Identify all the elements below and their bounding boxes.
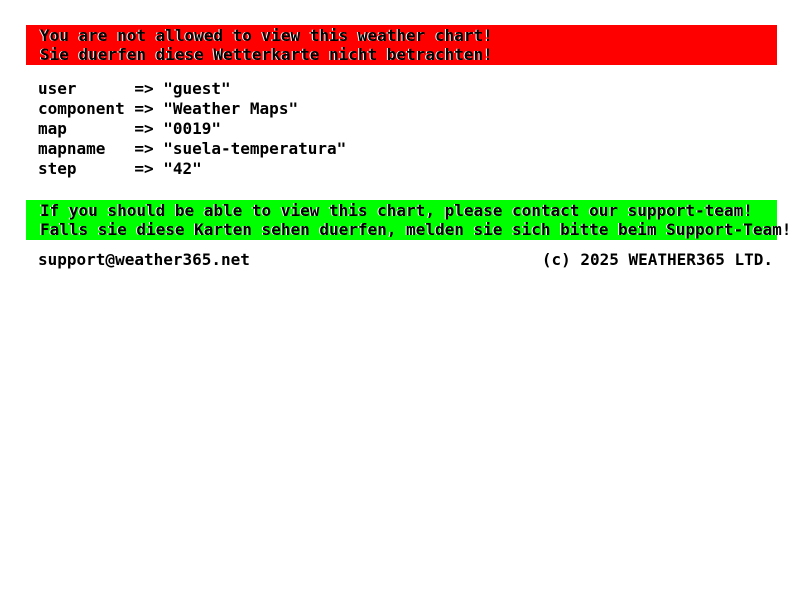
copyright-text: (c) 2025 WEATHER365 LTD.	[541, 250, 773, 269]
param-value: "Weather Maps"	[163, 99, 299, 118]
param-key: component	[38, 99, 125, 118]
param-key: user	[38, 79, 77, 98]
param-row-step	[38, 159, 800, 179]
param-value: "0019"	[163, 119, 222, 138]
support-line-de: Falls sie diese Karten sehen duerfen, melden sie sich bitte beim Support-Team!	[40, 220, 792, 239]
error-line-en: You are not allowed to view this weather chart!	[40, 26, 493, 45]
param-key: mapname	[38, 139, 106, 158]
footer	[0, 250, 800, 270]
request-params-list	[38, 79, 800, 179]
param-value: "suela-temperatura"	[163, 139, 347, 158]
param-arrow: =>	[134, 79, 154, 98]
param-arrow: =>	[134, 99, 154, 118]
param-value: "42"	[163, 159, 202, 178]
param-row-mapname	[38, 139, 800, 159]
param-key: step	[38, 159, 77, 178]
support-line-en: If you should be able to view this chart, please contact our support-team!	[40, 201, 753, 220]
support-email: support@weather365.net	[38, 250, 250, 269]
support-info-banner	[26, 200, 792, 240]
error-banner	[26, 25, 777, 65]
param-arrow: =>	[134, 119, 154, 138]
error-line-de: Sie duerfen diese Wetterkarte nicht betrachten!	[40, 45, 493, 64]
param-row-component	[38, 99, 800, 119]
param-row-user	[38, 79, 800, 99]
param-value: "guest"	[163, 79, 231, 98]
param-row-map	[38, 119, 800, 139]
param-arrow: =>	[134, 159, 154, 178]
param-arrow: =>	[134, 139, 154, 158]
param-key: map	[38, 119, 67, 138]
